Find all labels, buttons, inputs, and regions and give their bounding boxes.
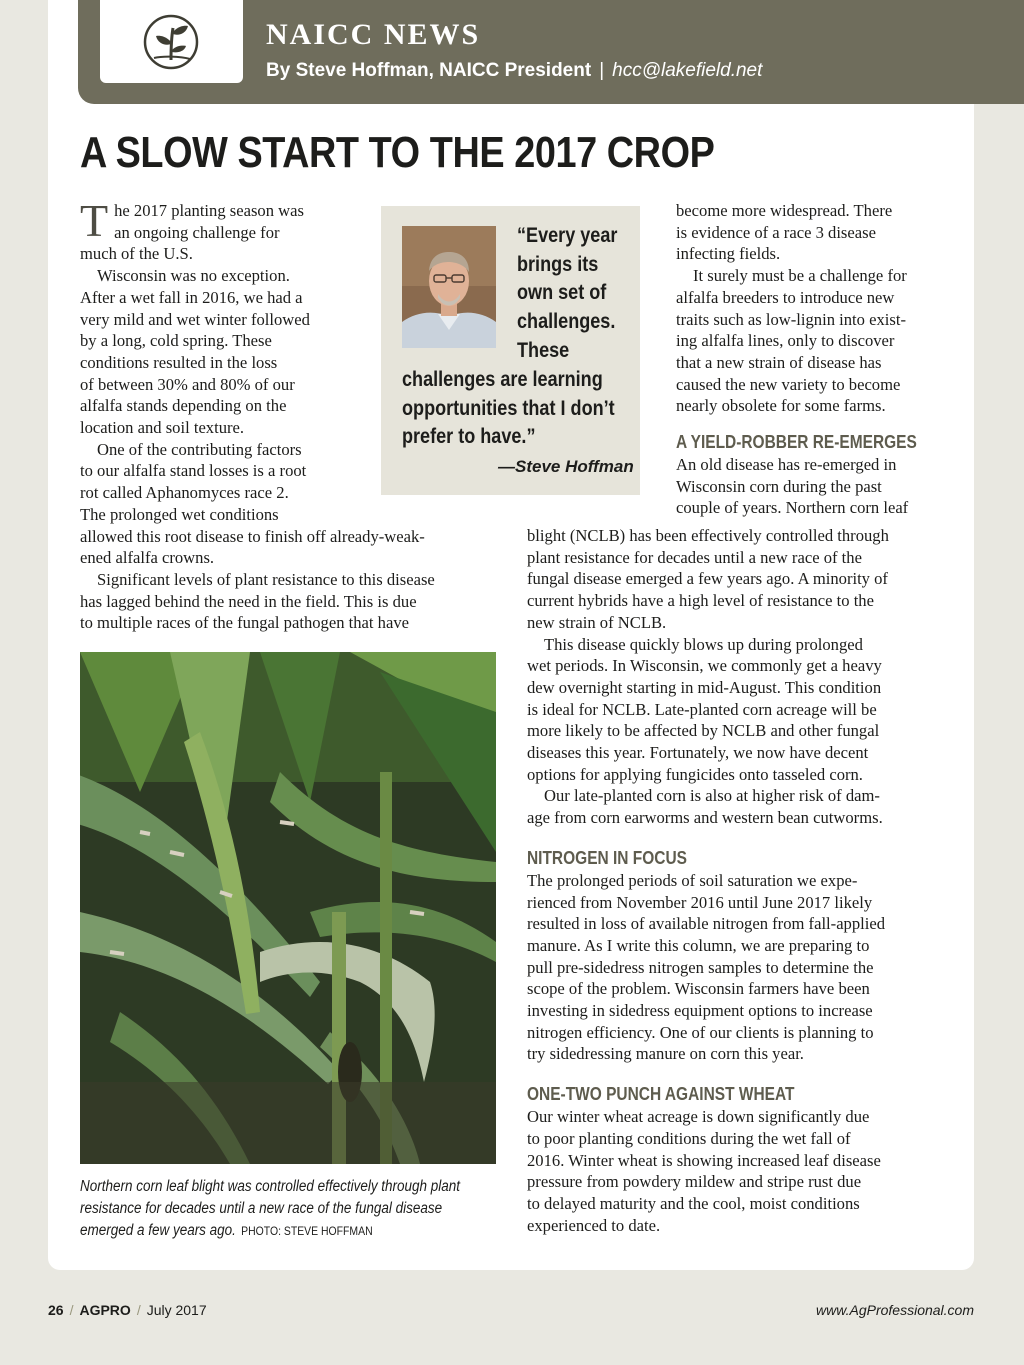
pull-quote-attribution: —Steve Hoffman xyxy=(498,457,634,476)
author-email-link[interactable]: hcc@lakefield.net xyxy=(612,60,763,81)
footer-website-link[interactable]: www.AgProfessional.com xyxy=(816,1302,974,1318)
text-line: It surely must be a challenge for xyxy=(693,266,907,286)
text-line: pressure from powdery mildew and stripe rust due xyxy=(527,1172,862,1192)
text-line: Northern corn leaf blight was controlled effectively through plant xyxy=(80,1178,461,1195)
paragraph-5 xyxy=(676,200,966,265)
text-line: to our alfalfa stand losses is a root xyxy=(80,461,307,481)
text-line: fungal disease emerged a few years ago. A minority of xyxy=(527,569,888,589)
byline-row xyxy=(266,60,762,82)
subhead-yield-robber: A YIELD-ROBBER RE-EMERGES xyxy=(676,432,917,453)
text-line: Our late-planted corn is also at higher risk of dam- xyxy=(544,786,880,806)
subhead-nitrogen: NITROGEN IN FOCUS xyxy=(527,847,687,868)
text-line: try sidedressing manure on corn this year. xyxy=(527,1044,804,1064)
pull-quote-long-lines xyxy=(402,366,615,452)
footer-separator-2: / xyxy=(136,1302,141,1318)
text-line: ing alfalfa lines, only to discover xyxy=(676,331,895,351)
text-line: become more widespread. There xyxy=(676,201,893,220)
text-line: he 2017 planting season was xyxy=(114,201,304,220)
byline-separator: | xyxy=(599,60,605,81)
paragraph-7-cont xyxy=(527,525,967,634)
text-line: wet periods. In Wisconsin, we commonly get a heavy xyxy=(527,656,882,676)
text-line: age from corn earworms and western bean cutworms. xyxy=(527,808,883,828)
text-line: is evidence of a race 3 disease xyxy=(676,222,876,242)
text-line: rot called Aphanomyces race 2. xyxy=(80,483,289,503)
issue-date: July 2017 xyxy=(146,1302,207,1318)
text-line: investing in sidedress equipment options to increase xyxy=(527,1001,873,1021)
text-line: An old disease has re-emerged in xyxy=(676,455,897,475)
text-line: options for applying fungicides onto tasseled corn. xyxy=(527,764,863,784)
paragraph-9 xyxy=(527,785,967,828)
paragraph-10 xyxy=(527,870,967,1065)
text-line: traits such as low-lignin into exist- xyxy=(676,309,906,329)
text-line: This disease quickly blows up during prolonged xyxy=(544,634,863,654)
text-line: location and soil texture. xyxy=(80,418,245,438)
column-2-text xyxy=(527,525,967,1236)
text-line: prefer to have.” xyxy=(402,425,536,449)
photo-credit: PHOTO: STEVE HOFFMAN xyxy=(241,1224,373,1238)
text-line: much of the U.S. xyxy=(80,244,193,264)
text-line: These xyxy=(517,338,570,362)
text-line: to poor planting conditions during the wet fall of xyxy=(527,1128,851,1148)
paragraph-6 xyxy=(676,265,966,417)
text-line: plant resistance for decades until a new race of the xyxy=(527,547,862,567)
text-line: alfalfa breeders to introduce new xyxy=(676,287,895,307)
page-number: 26 xyxy=(48,1302,64,1318)
text-line: The prolonged periods of soil saturation we expe- xyxy=(527,870,858,890)
text-line: diseases this year. Fortunately, we now have decent xyxy=(527,743,869,763)
text-line: nearly obsolete for some farms. xyxy=(676,396,886,416)
subhead-wheat: ONE-TWO PUNCH AGAINST WHEAT xyxy=(527,1084,795,1105)
magazine-name: AGPRO xyxy=(79,1302,131,1318)
text-line: current hybrids have a high level of resistance to the xyxy=(527,591,874,611)
byline: By Steve Hoffman, NAICC President xyxy=(266,60,592,81)
text-line: challenges are learning xyxy=(402,368,603,391)
text-line: couple of years. Northern corn leaf xyxy=(676,498,909,518)
text-line: new strain of NCLB. xyxy=(527,612,667,632)
text-line: Our winter wheat acreage is down significantly due xyxy=(527,1107,870,1127)
paragraph-7-start xyxy=(676,454,966,519)
footer-separator: / xyxy=(69,1302,74,1318)
footer-folio xyxy=(48,1302,207,1318)
text-line: The prolonged wet conditions xyxy=(80,504,279,524)
drop-cap: T xyxy=(80,195,109,246)
text-line: challenges. xyxy=(517,310,616,334)
text-line: 2016. Winter wheat is showing increased leaf disease xyxy=(527,1150,881,1170)
text-line: scope of the problem. Wisconsin farmers have been xyxy=(527,979,870,999)
text-line: an ongoing challenge for xyxy=(114,222,280,242)
text-line: caused the new variety to become xyxy=(676,374,901,394)
text-line: opportunities that I don’t xyxy=(402,396,615,420)
paragraph-8 xyxy=(527,634,967,786)
text-line: blight (NCLB) has been effectively controlled through xyxy=(527,526,889,545)
text-line: of between 30% and 80% of our xyxy=(80,374,295,394)
logo-box xyxy=(100,0,243,83)
text-line: emerged a few years ago. xyxy=(80,1222,236,1239)
pull-quote-box xyxy=(381,206,640,495)
text-line: infecting fields. xyxy=(676,244,781,264)
text-line: to multiple races of the fungal pathogen that have xyxy=(80,613,409,633)
text-line: Wisconsin corn during the past xyxy=(676,476,882,496)
text-line: is ideal for NCLB. Late-planted corn acreage will be xyxy=(527,699,877,719)
photo-caption xyxy=(80,1176,506,1242)
text-line: “Every year xyxy=(517,224,618,247)
text-line: allowed this root disease to finish off already-weak- xyxy=(80,526,425,546)
text-line: Significant levels of plant resistance to this disease xyxy=(97,569,435,589)
page-margin-strip xyxy=(974,616,1024,1270)
column-3-top-text xyxy=(676,200,966,519)
text-line: by a long, cold spring. These xyxy=(80,331,272,351)
article-headline: A SLOW START TO THE 2017 CROP xyxy=(80,128,715,177)
text-line: conditions resulted in the loss xyxy=(80,352,278,372)
section-title: NAICC NEWS xyxy=(266,18,481,51)
text-line: own set of xyxy=(517,281,607,305)
text-line: to delayed maturity and the cool, moist conditions xyxy=(527,1193,860,1213)
text-line: pull pre-sidedress nitrogen samples to determine the xyxy=(527,957,874,977)
text-line: more likely to be affected by NCLB and other fungal xyxy=(527,721,880,741)
text-line: One of the contributing factors xyxy=(97,439,302,459)
author-portrait xyxy=(402,226,496,348)
text-line: brings its xyxy=(517,252,599,276)
text-line: experienced to date. xyxy=(527,1215,661,1235)
paragraph-4 xyxy=(80,569,500,634)
text-line: rienced from November 2016 until June 2017 likely xyxy=(527,892,873,912)
text-line: dew overnight starting in mid-August. This condition xyxy=(527,677,882,697)
text-line: resistance for decades until a new race of the fungal disease xyxy=(80,1200,443,1217)
text-line: nitrogen efficiency. One of our clients is planning to xyxy=(527,1022,874,1042)
text-line: alfalfa stands depending on the xyxy=(80,396,287,416)
text-line: Wisconsin was no exception. xyxy=(97,266,290,286)
naicc-leaf-logo-icon xyxy=(142,12,200,72)
text-line: manure. As I write this column, we are preparing to xyxy=(527,935,870,955)
text-line: After a wet fall in 2016, we had a xyxy=(80,287,303,307)
corn-leaf-blight-photo xyxy=(80,652,496,1164)
text-line: resulted in loss of available nitrogen from fall-applied xyxy=(527,914,886,934)
text-line: very mild and wet winter followed xyxy=(80,309,310,329)
text-line: has lagged behind the need in the field. This is due xyxy=(80,591,417,611)
text-line: ened alfalfa crowns. xyxy=(80,548,215,568)
paragraph-11 xyxy=(527,1106,967,1236)
text-line: that a new strain of disease has xyxy=(676,352,882,372)
pull-quote-short-lines xyxy=(517,222,617,366)
